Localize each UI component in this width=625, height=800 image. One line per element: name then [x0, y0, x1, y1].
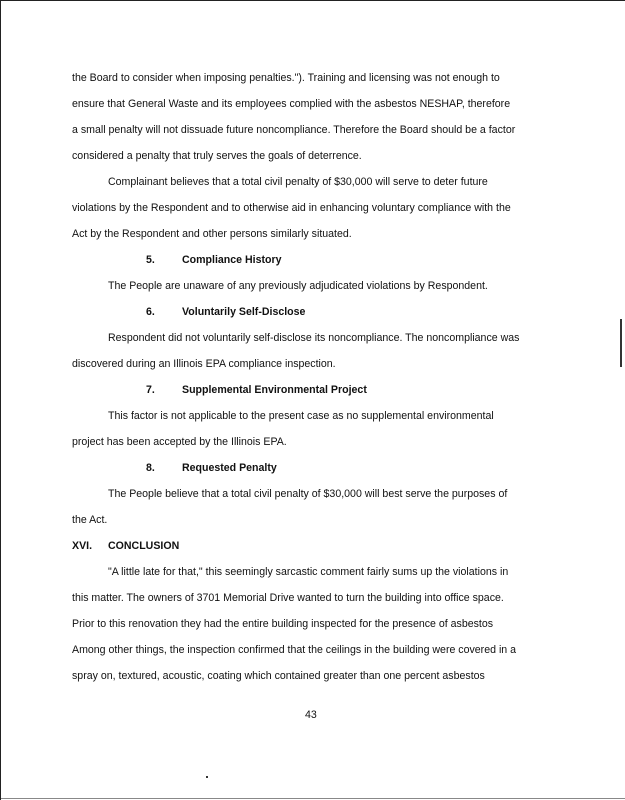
section-number: 6.	[146, 306, 155, 318]
section-heading: Voluntarily Self-Disclose	[182, 306, 306, 318]
page-number: 43	[305, 709, 317, 721]
text-line: Respondent did not voluntarily self-disclose its noncompliance. The noncompliance was	[108, 332, 520, 344]
section-number: 5.	[146, 254, 155, 266]
text-line: The People believe that a total civil penalty of $30,000 will best serve the purposes of	[108, 488, 508, 500]
scan-mark	[620, 319, 622, 367]
text-line: violations by the Respondent and to otherwise aid in enhancing voluntary compliance with the	[72, 202, 511, 214]
section-heading: CONCLUSION	[108, 540, 180, 552]
text-line: the Board to consider when imposing penalties."). Training and licensing was not enough to	[72, 72, 500, 84]
scan-bottom-edge	[1, 798, 625, 799]
scan-dot	[206, 776, 208, 778]
section-heading: Requested Penalty	[182, 462, 277, 474]
text-line: This factor is not applicable to the present case as no supplemental environmental	[108, 410, 494, 422]
text-line: this matter. The owners of 3701 Memorial Drive wanted to turn the building into office space.	[72, 592, 504, 604]
text-line: Prior to this renovation they had the entire building inspected for the presence of asbestos	[72, 618, 494, 630]
text-line: discovered during an Illinois EPA compliance inspection.	[72, 358, 336, 370]
section-heading: Supplemental Environmental Project	[182, 384, 367, 396]
section-heading: Compliance History	[182, 254, 282, 266]
text-line: the Act.	[72, 514, 108, 526]
section-number: 7.	[146, 384, 155, 396]
text-line: a small penalty will not dissuade future noncompliance. Therefore the Board should be a factor	[72, 124, 516, 136]
text-line: ensure that General Waste and its employees complied with the asbestos NESHAP, therefore	[72, 98, 511, 110]
text-line: spray on, textured, acoustic, coating which contained greater than one percent asbestos	[72, 670, 485, 682]
section-number: 8.	[146, 462, 155, 474]
text-line: "A little late for that," this seemingly sarcastic comment fairly sums up the violations in	[108, 566, 509, 578]
text-line: The People are unaware of any previously adjudicated violations by Respondent.	[108, 280, 488, 292]
text-line: Complainant believes that a total civil penalty of $30,000 will serve to deter future	[108, 176, 488, 188]
section-number: XVI.	[72, 540, 93, 552]
text-line: considered a penalty that truly serves the goals of deterrence.	[72, 150, 362, 162]
text-line: Act by the Respondent and other persons similarly situated.	[72, 228, 352, 240]
text-line: Among other things, the inspection confirmed that the ceilings in the building were covered in a	[72, 644, 517, 656]
text-line: project has been accepted by the Illinois EPA.	[72, 436, 287, 448]
